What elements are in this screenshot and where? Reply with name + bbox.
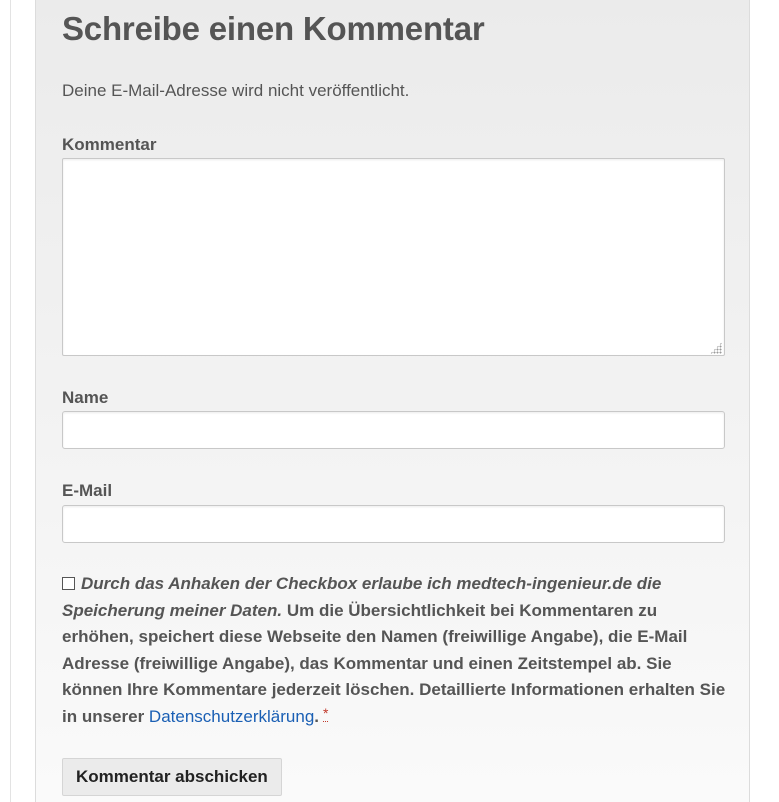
privacy-policy-link[interactable]: Datenschutzerklärung [148,706,315,726]
email-label: E-Mail [62,481,113,500]
name-label: Name [62,388,109,407]
name-input[interactable] [62,411,725,449]
required-marker: * [323,704,329,721]
comment-label: Kommentar [62,135,157,154]
consent-end-period: . [314,706,320,726]
email-input[interactable] [62,505,725,543]
consent-checkbox[interactable] [62,577,75,590]
consent-italic-text: Durch das Anhaken der Checkbox erlaube ich medtech-ingenieur.de die Speicherung meiner Daten. [62,574,662,620]
comment-form [35,0,750,802]
submit-comment-button[interactable]: Kommentar abschicken [62,758,282,796]
consent-section [62,571,726,730]
left-divider [10,0,11,802]
consent-body-text: Um die Übersichtlichkeit bei Kommentaren zu erhöhen, speichert diese Webseite den Namen (freiwillige Angabe), die E-Mail Adresse (freiwillige Angabe), das Kommentar und einen Zeitstempel ab. Sie können Ihre Kommentare jederzeit löschen. Detaillierte Informationen erhalten Sie in unserer [62,600,726,726]
form-heading: Schreibe einen Kommentar [62,10,485,47]
email-notice: Deine E-Mail-Adresse wird nicht veröffentlicht. [62,81,410,100]
comment-textarea[interactable] [62,158,725,356]
